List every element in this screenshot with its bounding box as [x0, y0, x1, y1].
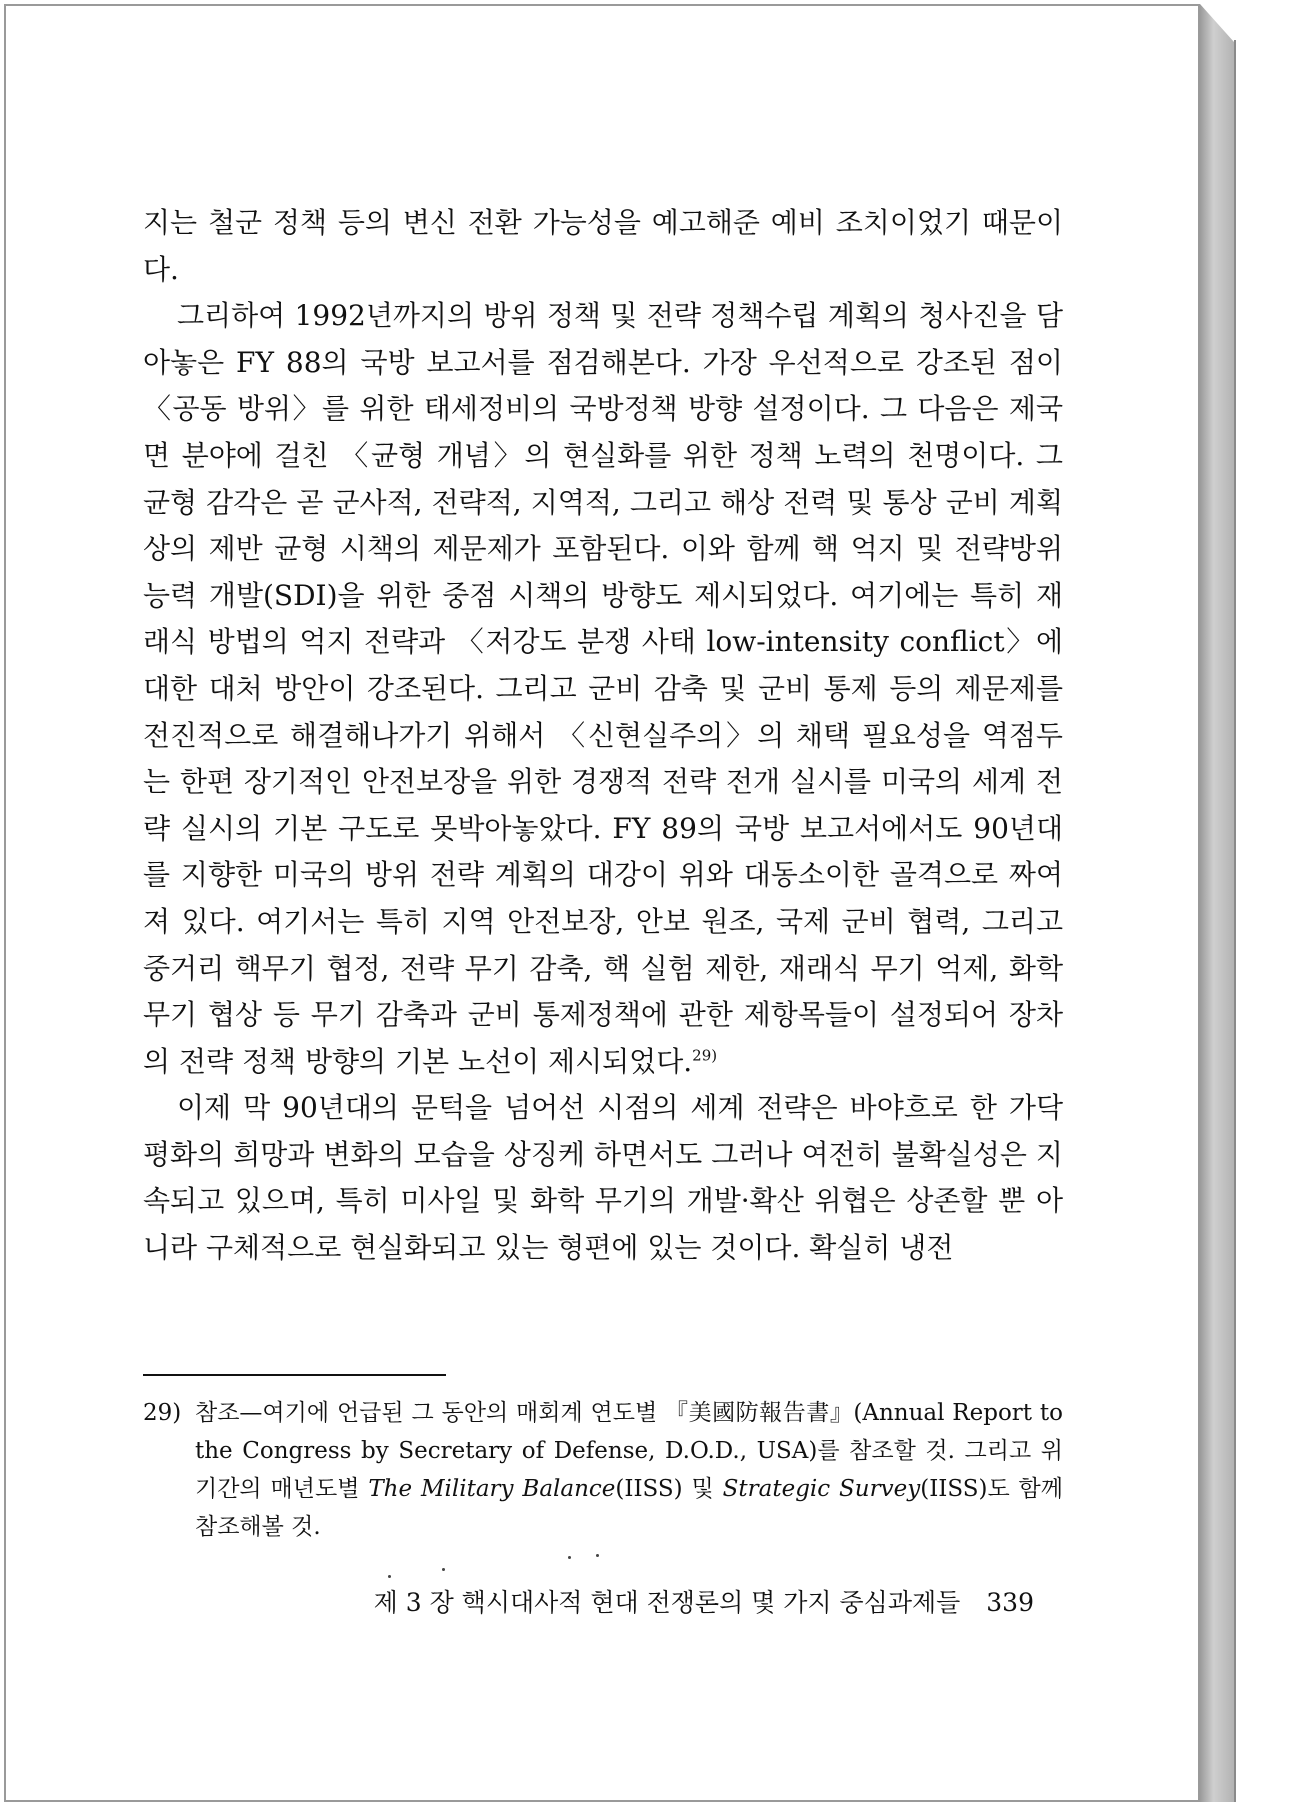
running-footer — [0, 1583, 1034, 1619]
footnote-text-part-3: (IISS)도 함께 참조해볼 것. — [195, 1476, 1063, 1540]
footnote-title-strategic-survey: Strategic Survey — [722, 1476, 921, 1502]
footnote-title-military-balance: The Military Balance — [368, 1476, 616, 1502]
footnote-reference[interactable]: 29) — [692, 1046, 718, 1065]
page-edge-line — [1234, 40, 1236, 1802]
print-speck — [596, 1554, 599, 1557]
footnote-29 — [143, 1394, 1063, 1546]
footnote-rule — [143, 1374, 446, 1376]
page-number: 339 — [986, 1588, 1034, 1617]
print-speck — [442, 1568, 445, 1571]
footnote-text-part-2: (IISS) 및 — [615, 1476, 723, 1502]
print-speck — [388, 1575, 391, 1578]
paragraph-world-strategy: 이제 막 90년대의 문턱을 넘어선 시점의 세계 전략은 바야흐로 한 가닥 평화의 희망과 변화의 모습을 상징케 하면서도 그러나 여전히 불확실성은 지속되고 있으며, 특히 미사일 및 화학 무기의 개발·확산 위협은 상존할 뿐 아니라 구체적으로 현실화되고 있는 형편에 있는 것이다. 확실히 냉전 — [143, 1091, 1063, 1265]
chapter-title: 제 3 장 핵시대사적 현대 전쟁론의 몇 가지 중심과제들 — [373, 1588, 961, 1617]
paragraph-defense-report — [143, 293, 1063, 1085]
body-text — [143, 200, 1063, 1272]
paragraph-continued: 지는 철군 정책 등의 변신 전환 가능성을 예고해준 예비 조치이었기 때문이다. — [143, 206, 1063, 286]
footnote-number: 29) — [143, 1400, 182, 1426]
footnote-text — [195, 1394, 1063, 1546]
print-speck — [568, 1556, 571, 1559]
page-stack-edge — [1200, 4, 1234, 1802]
footnote-text-part-1: 참조—여기에 언급된 그 동안의 매회계 연도별 『美國防報告書』(Annual Report to the Congress by Secretary of Defense, D.O.D., USA)를 참조할 것. 그리고 위 기간의 매년도별 — [195, 1400, 1063, 1502]
paragraph-defense-report-text: 그리하여 1992년까지의 방위 정책 및 전략 정책수립 계획의 청사진을 담아놓은 FY 88의 국방 보고서를 점검해본다. 가장 우선적으로 강조된 점이 〈공동 방위〉를 위한 태세정비의 국방정책 방향 설정이다. 그 다음은 제국면 분야에 걸친 〈균형 개념〉의 현실화를 위한 정책 노력의 천명이다. 그 균형 감각은 곧 군사적, 전략적, 지역적, 그리고 해상 전력 및 통상 군비 계획상의 제반 균형 시책의 제문제가 포함된다. 이와 함께 핵 억지 및 전략방위 능력 개발(SDI)을 위한 중점 시책의 방향도 제시되었다. 여기에는 특히 재래식 방법의 억지 전략과 〈저강도 분쟁 사태 low-intensity conflict〉에 대한 대처 방안이 강조된다. 그리고 군비 감축 및 군비 통제 등의 제문제를 전진적으로 해결해나가기 위해서 〈신현실주의〉의 채택 필요성을 역점두는 한편 장기적인 안전보장을 위한 경쟁적 전략 전개 실시를 미국의 세계 전략 실시의 기본 구도로 못박아놓았다. FY 89의 국방 보고서에서도 90년대를 지향한 미국의 방위 전략 계획의 대강이 위와 대동소이한 골격으로 짜여져 있다. 여기서는 특히 지역 안전보장, 안보 원조, 국제 군비 협력, 그리고 중거리 핵무기 협정, 전략 무기 감축, 핵 실험 제한, 재래식 무기 억제, 화학 무기 협상 등 무기 감축과 군비 통제정책에 관한 제항목들이 설정되어 장차의 전략 정책 방향의 기본 노선이 제시되었다. — [143, 299, 1063, 1078]
